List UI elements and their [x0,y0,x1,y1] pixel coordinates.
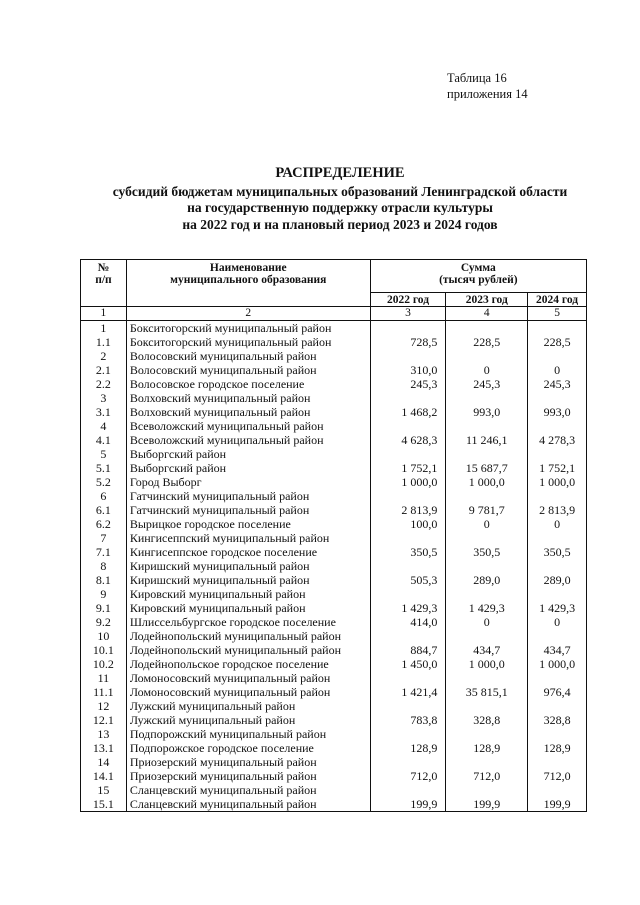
row-name-cell: Волховский муниципальный район [126,405,370,419]
table-row [81,531,587,545]
value-2024-cell: 128,9 [528,741,587,755]
header-number [81,260,127,307]
value-2022-cell: 100,0 [370,517,446,531]
row-number-cell: 9.2 [81,615,127,629]
row-number-cell: 4 [81,419,127,433]
value-2022-cell [370,783,446,797]
table-row [81,545,587,559]
value-2024-cell: 1 000,0 [528,475,587,489]
value-2023-cell [446,587,528,601]
header-sum-line-2: (тысяч рублей) [439,274,518,286]
row-name-cell: Ломоносовский муниципальный район [126,671,370,685]
row-number-cell: 6.2 [81,517,127,531]
row-name-cell: Лодейнопольское городское поселение [126,657,370,671]
column-index: 5 [528,307,587,321]
value-2023-cell: 0 [446,615,528,629]
column-index: 3 [370,307,446,321]
value-2023-cell: 350,5 [446,545,528,559]
value-2023-cell [446,531,528,545]
table-row [81,643,587,657]
value-2023-cell [446,447,528,461]
row-name-cell: Гатчинский муниципальный район [126,503,370,517]
row-number-cell: 11 [81,671,127,685]
value-2024-cell [528,755,587,769]
value-2022-cell [370,419,446,433]
value-2022-cell [370,671,446,685]
value-2023-cell: 328,8 [446,713,528,727]
value-2023-cell [446,321,528,336]
value-2022-cell [370,699,446,713]
header-name [126,260,370,307]
row-number-cell: 5.2 [81,475,127,489]
value-2023-cell [446,727,528,741]
value-2024-cell [528,587,587,601]
value-2024-cell: 2 813,9 [528,503,587,517]
value-2024-cell [528,391,587,405]
row-number-cell: 14 [81,755,127,769]
value-2023-cell: 228,5 [446,335,528,349]
value-2023-cell [446,391,528,405]
value-2024-cell: 1 752,1 [528,461,587,475]
value-2023-cell: 1 000,0 [446,475,528,489]
row-name-cell: Лужский муниципальный район [126,699,370,713]
row-number-cell: 8 [81,559,127,573]
table-row [81,629,587,643]
table-row [81,517,587,531]
row-name-cell: Приозерский муниципальный район [126,769,370,783]
table-caption [447,70,528,102]
row-number-cell: 6.1 [81,503,127,517]
row-number-cell: 11.1 [81,685,127,699]
value-2024-cell [528,447,587,461]
value-2022-cell: 1 752,1 [370,461,446,475]
header-name-line-2: муниципального образования [170,274,327,286]
value-2022-cell [370,559,446,573]
value-2022-cell [370,629,446,643]
value-2024-cell [528,783,587,797]
row-name-cell: Лодейнопольский муниципальный район [126,643,370,657]
value-2023-cell: 128,9 [446,741,528,755]
header-number-line-1: № [97,262,110,274]
row-name-cell: Волховский муниципальный район [126,391,370,405]
table-row [81,685,587,699]
row-name-cell: Волосовский муниципальный район [126,349,370,363]
document-heading [60,165,620,233]
header-year-2023: 2023 год [446,293,528,307]
table-row [81,461,587,475]
value-2023-cell: 15 687,7 [446,461,528,475]
row-name-cell: Лодейнопольский муниципальный район [126,629,370,643]
value-2023-cell: 245,3 [446,377,528,391]
row-name-cell: Кировский муниципальный район [126,587,370,601]
value-2023-cell: 11 246,1 [446,433,528,447]
value-2024-cell [528,349,587,363]
value-2023-cell: 35 815,1 [446,685,528,699]
value-2022-cell [370,489,446,503]
value-2022-cell [370,321,446,336]
value-2023-cell: 1 429,3 [446,601,528,615]
value-2024-cell: 712,0 [528,769,587,783]
value-2024-cell: 434,7 [528,643,587,657]
value-2024-cell: 0 [528,517,587,531]
value-2024-cell [528,531,587,545]
row-number-cell: 4.1 [81,433,127,447]
row-number-cell: 6 [81,489,127,503]
value-2022-cell: 884,7 [370,643,446,657]
value-2023-cell [446,419,528,433]
table-row [81,657,587,671]
table-row [81,405,587,419]
value-2022-cell: 728,5 [370,335,446,349]
column-index-row [81,307,587,321]
row-number-cell: 1 [81,321,127,336]
row-name-cell: Всеволожский муниципальный район [126,433,370,447]
row-number-cell: 8.1 [81,573,127,587]
row-name-cell: Город Выборг [126,475,370,489]
header-name-line-1: Наименование [209,262,287,274]
value-2023-cell: 712,0 [446,769,528,783]
table-row [81,587,587,601]
table-row [81,321,587,336]
table-row [81,713,587,727]
heading-line-1: субсидий бюджетам муниципальных образований Ленинградской области [112,183,568,199]
caption-table-number: Таблица 16 [447,71,507,85]
row-number-cell: 13 [81,727,127,741]
row-name-cell: Всеволожский муниципальный район [126,419,370,433]
value-2022-cell: 414,0 [370,615,446,629]
row-name-cell: Сланцевский муниципальный район [126,783,370,797]
row-number-cell: 10.2 [81,657,127,671]
heading-title: РАСПРЕДЕЛЕНИЕ [275,165,405,181]
value-2023-cell: 9 781,7 [446,503,528,517]
subsidy-table [80,259,587,812]
table-row [81,783,587,797]
row-number-cell: 5 [81,447,127,461]
value-2024-cell: 199,9 [528,797,587,812]
row-name-cell: Волосовский муниципальный район [126,363,370,377]
value-2022-cell: 199,9 [370,797,446,812]
value-2024-cell [528,699,587,713]
value-2023-cell [446,559,528,573]
value-2023-cell: 199,9 [446,797,528,812]
value-2023-cell [446,755,528,769]
table-row [81,349,587,363]
table-row [81,433,587,447]
value-2023-cell [446,783,528,797]
column-index: 4 [446,307,528,321]
value-2024-cell: 0 [528,615,587,629]
row-name-cell: Приозерский муниципальный район [126,755,370,769]
value-2022-cell: 505,3 [370,573,446,587]
header-sum-line-1: Сумма [460,262,496,274]
table-row [81,489,587,503]
value-2023-cell [446,699,528,713]
table-row [81,391,587,405]
table-row [81,671,587,685]
row-number-cell: 9 [81,587,127,601]
value-2024-cell [528,671,587,685]
heading-line-3: на 2022 год и на плановый период 2023 и 2024 годов [182,216,498,232]
value-2022-cell: 712,0 [370,769,446,783]
heading-line-2: на государственную поддержку отрасли культуры [187,200,493,215]
value-2024-cell: 289,0 [528,573,587,587]
row-number-cell: 2 [81,349,127,363]
value-2022-cell: 1 429,3 [370,601,446,615]
value-2023-cell: 993,0 [446,405,528,419]
row-number-cell: 9.1 [81,601,127,615]
row-name-cell: Выборгский район [126,447,370,461]
value-2023-cell: 0 [446,363,528,377]
row-number-cell: 2.1 [81,363,127,377]
row-number-cell: 7 [81,531,127,545]
row-name-cell: Лужский муниципальный район [126,713,370,727]
value-2023-cell [446,349,528,363]
value-2022-cell: 783,8 [370,713,446,727]
row-number-cell: 5.1 [81,461,127,475]
header-year-2024: 2024 год [528,293,587,307]
row-number-cell: 12 [81,699,127,713]
value-2024-cell: 1 000,0 [528,657,587,671]
value-2024-cell: 350,5 [528,545,587,559]
value-2022-cell: 1 421,4 [370,685,446,699]
value-2022-cell [370,531,446,545]
row-name-cell: Кировский муниципальный район [126,601,370,615]
header-year-2022: 2022 год [370,293,446,307]
value-2023-cell [446,489,528,503]
value-2024-cell: 0 [528,363,587,377]
row-name-cell: Шлиссельбургское городское поселение [126,615,370,629]
table-row [81,573,587,587]
row-name-cell: Подпорожское городское поселение [126,741,370,755]
value-2024-cell [528,321,587,336]
row-name-cell: Сланцевский муниципальный район [126,797,370,812]
row-name-cell: Волосовское городское поселение [126,377,370,391]
table-row [81,615,587,629]
table-row [81,699,587,713]
value-2024-cell [528,727,587,741]
table-row [81,377,587,391]
column-index: 1 [81,307,127,321]
row-name-cell: Киришский муниципальный район [126,559,370,573]
value-2024-cell: 1 429,3 [528,601,587,615]
value-2024-cell [528,629,587,643]
row-number-cell: 2.2 [81,377,127,391]
value-2022-cell: 4 628,3 [370,433,446,447]
column-index: 2 [126,307,370,321]
row-number-cell: 13.1 [81,741,127,755]
value-2022-cell [370,447,446,461]
value-2022-cell [370,391,446,405]
row-number-cell: 10 [81,629,127,643]
value-2024-cell [528,559,587,573]
table-row [81,419,587,433]
table-row [81,741,587,755]
value-2022-cell [370,727,446,741]
row-name-cell: Бокситогорский муниципальный район [126,321,370,336]
table-row [81,797,587,812]
row-number-cell: 7.1 [81,545,127,559]
value-2023-cell [446,671,528,685]
value-2022-cell: 350,5 [370,545,446,559]
table-row [81,503,587,517]
row-name-cell: Ломоносовский муниципальный район [126,685,370,699]
value-2023-cell: 434,7 [446,643,528,657]
table-row [81,755,587,769]
value-2022-cell [370,755,446,769]
value-2022-cell: 310,0 [370,363,446,377]
row-name-cell: Выборгский район [126,461,370,475]
row-name-cell: Гатчинский муниципальный район [126,489,370,503]
table-row [81,601,587,615]
value-2022-cell: 1 000,0 [370,475,446,489]
row-name-cell: Бокситогорский муниципальный район [126,335,370,349]
table-row [81,559,587,573]
table-row [81,475,587,489]
value-2022-cell [370,349,446,363]
value-2024-cell: 976,4 [528,685,587,699]
row-number-cell: 3.1 [81,405,127,419]
value-2024-cell: 993,0 [528,405,587,419]
table-row [81,335,587,349]
value-2024-cell [528,489,587,503]
row-number-cell: 1.1 [81,335,127,349]
row-name-cell: Кингисеппское городское поселение [126,545,370,559]
table-row [81,769,587,783]
table-row [81,447,587,461]
header-sum [370,260,586,293]
row-number-cell: 12.1 [81,713,127,727]
row-name-cell: Кингисеппский муниципальный район [126,531,370,545]
table-body [81,321,587,812]
value-2024-cell: 328,8 [528,713,587,727]
value-2023-cell: 0 [446,517,528,531]
value-2024-cell: 4 278,3 [528,433,587,447]
value-2024-cell [528,419,587,433]
row-name-cell: Киришский муниципальный район [126,573,370,587]
value-2022-cell: 1 468,2 [370,405,446,419]
value-2022-cell: 1 450,0 [370,657,446,671]
row-name-cell: Подпорожский муниципальный район [126,727,370,741]
value-2023-cell: 289,0 [446,573,528,587]
row-number-cell: 14.1 [81,769,127,783]
header-number-line-2: п/п [95,274,112,286]
value-2022-cell: 128,9 [370,741,446,755]
value-2023-cell: 1 000,0 [446,657,528,671]
value-2022-cell: 2 813,9 [370,503,446,517]
value-2022-cell: 245,3 [370,377,446,391]
row-number-cell: 15.1 [81,797,127,812]
value-2022-cell [370,587,446,601]
row-name-cell: Вырицкое городское поселение [126,517,370,531]
value-2024-cell: 228,5 [528,335,587,349]
row-number-cell: 3 [81,391,127,405]
caption-appendix-number: приложения 14 [447,87,528,101]
row-number-cell: 10.1 [81,643,127,657]
row-number-cell: 15 [81,783,127,797]
value-2024-cell: 245,3 [528,377,587,391]
table-row [81,363,587,377]
table-row [81,727,587,741]
value-2023-cell [446,629,528,643]
